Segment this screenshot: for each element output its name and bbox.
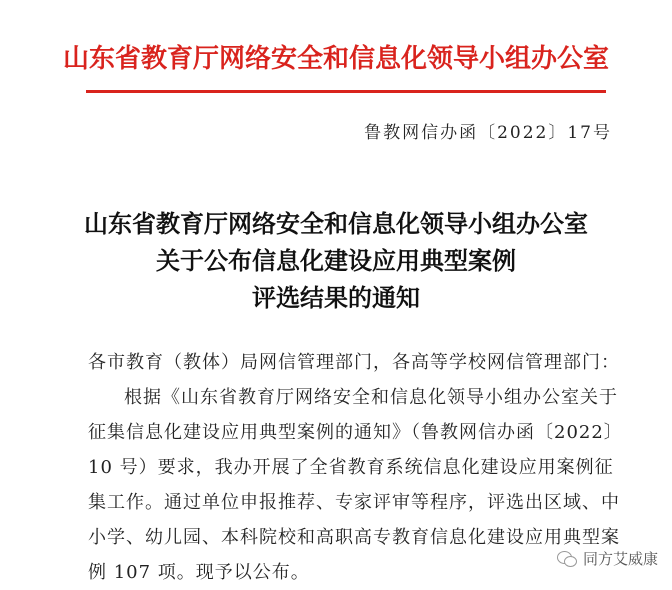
watermark-label: 同方艾威康 — [582, 550, 658, 568]
title-line-1: 山东省教育厅网络安全和信息化领导小组办公室 — [84, 209, 588, 238]
title-line-2: 关于公布信息化建设应用典型案例 — [156, 246, 516, 275]
body-line: 10 号）要求，我办开展了全省教育系统信息化建设应用案例征 — [88, 457, 614, 478]
header-red-rule — [86, 90, 606, 93]
body-line: 根据《山东省教育厅网络安全和信息化领导小组办公室关于 — [124, 387, 618, 408]
salutation-line: 各市教育（教体）局网信管理部门，各高等学校网信管理部门： — [88, 352, 620, 373]
title-line-3: 评选结果的通知 — [252, 283, 420, 312]
body-line: 集工作。通过单位申报推荐、专家评审等程序，评选出区域、中 — [88, 492, 620, 513]
wechat-watermark — [557, 548, 658, 569]
body-line: 小学、幼儿园、本科院校和高职高专教育信息化建设应用典型案 — [88, 527, 620, 548]
body-line: 例 107 项。现予以公布。 — [88, 562, 310, 583]
document-number: 鲁教网信办函〔2022〕17号 — [364, 123, 612, 143]
body-line: 征集信息化建设应用典型案例的通知》（鲁教网信办函〔2022〕 — [88, 422, 623, 443]
org-header-title: 山东省教育厅网络安全和信息化领导小组办公室 — [62, 44, 609, 74]
wechat-icon — [557, 550, 577, 568]
document-title — [0, 205, 672, 316]
